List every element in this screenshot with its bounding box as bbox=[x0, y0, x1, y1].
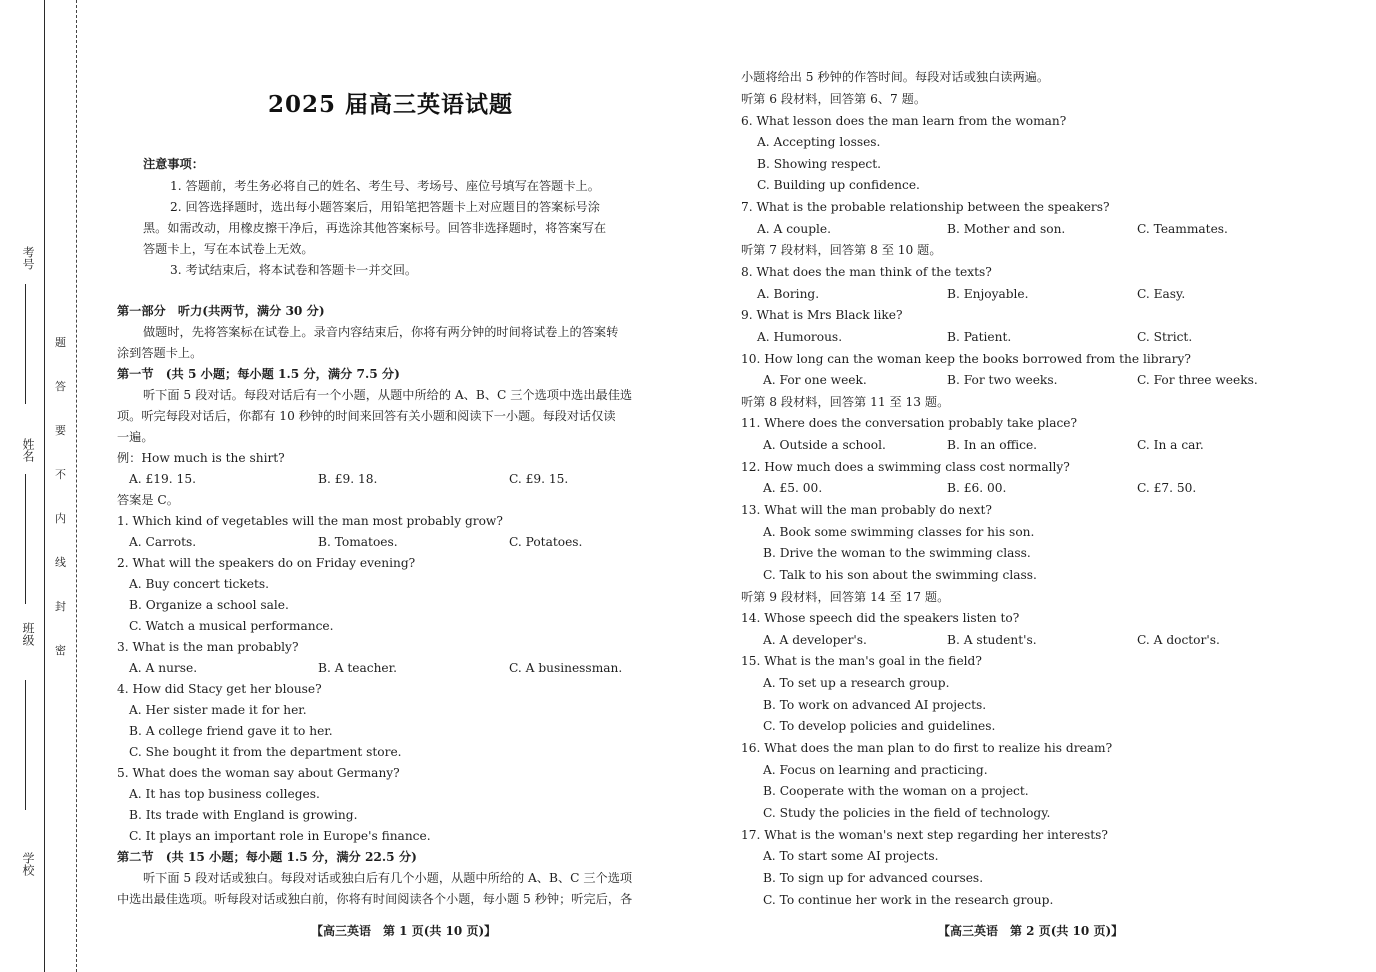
q11-option-b: B. In an office. bbox=[947, 438, 1038, 452]
q2-option-a: A. Buy concert tickets. bbox=[129, 577, 270, 591]
question-6: 6. What lesson does the man learn from the woman? bbox=[741, 114, 1067, 128]
q13-option-b: B. Drive the woman to the swimming class. bbox=[763, 546, 1031, 560]
material-7-heading: 听第 7 段材料，回答第 8 至 10 题。 bbox=[741, 243, 942, 257]
q5-option-a: A. It has top business colleges. bbox=[129, 787, 320, 801]
notice-line: 2. 回答选择题时，选出每小题答案后，用铅笔把答题卡上对应题目的答案标号涂 bbox=[170, 200, 600, 214]
notice-heading: 注意事项： bbox=[143, 157, 204, 171]
q16-option-c: C. Study the policies in the field of technology. bbox=[763, 806, 1051, 820]
page-title: 2025 届高三英语试题 bbox=[268, 91, 514, 118]
seal-char: 要 bbox=[55, 424, 66, 437]
q7-option-c: C. Teammates. bbox=[1137, 222, 1228, 236]
q6-option-a: A. Accepting losses. bbox=[757, 135, 881, 149]
q14-option-c: C. A doctor's. bbox=[1137, 633, 1220, 647]
part1-intro: 做题时，先将答案标在试卷上。录音内容结束后，你将有两分钟的时间将试卷上的答案转 bbox=[143, 325, 619, 339]
q6-option-b: B. Showing respect. bbox=[757, 157, 881, 171]
section2-intro: 听下面 5 段对话或独白。每段对话或独白后有几个小题，从题中所给的 A、B、C 三个选项 bbox=[143, 871, 633, 885]
question-10: 10. How long can the woman keep the books borrowed from the library? bbox=[741, 352, 1191, 366]
page1-footer: 【高三英语 第 1 页(共 10 页)】 bbox=[311, 924, 497, 938]
q8-option-b: B. Enjoyable. bbox=[947, 287, 1029, 301]
notice-line: 黑。如需改动，用橡皮擦干净后，再选涂其他答案标号。回答非选择题时，将答案写在 bbox=[143, 221, 607, 235]
q7-option-b: B. Mother and son. bbox=[947, 222, 1066, 236]
q15-option-c: C. To develop policies and guidelines. bbox=[763, 719, 996, 733]
q10-option-a: A. For one week. bbox=[763, 373, 867, 387]
q5-option-b: B. Its trade with England is growing. bbox=[129, 808, 358, 822]
seal-char: 内 bbox=[55, 512, 66, 525]
q8-option-c: C. Easy. bbox=[1137, 287, 1186, 301]
exam-number-label: 考号 bbox=[21, 246, 35, 270]
q12-option-b: B. £6. 00. bbox=[947, 481, 1007, 495]
q8-option-a: A. Boring. bbox=[757, 287, 820, 301]
seal-char: 线 bbox=[55, 556, 66, 569]
section2-heading: 第二节 (共 15 小题；每小题 1.5 分，满分 22.5 分) bbox=[117, 850, 417, 864]
q3-option-c: C. A businessman. bbox=[509, 661, 623, 675]
q2-option-c: C. Watch a musical performance. bbox=[129, 619, 334, 633]
q13-option-a: A. Book some swimming classes for his son. bbox=[763, 525, 1035, 539]
q4-option-b: B. A college friend gave it to her. bbox=[129, 724, 333, 738]
seal-char: 密 bbox=[55, 644, 66, 657]
question-1: 1. Which kind of vegetables will the man most probably grow? bbox=[117, 514, 503, 528]
class-field[interactable] bbox=[25, 680, 26, 810]
seal-char: 封 bbox=[55, 600, 66, 613]
q17-option-a: A. To start some AI projects. bbox=[763, 849, 939, 863]
question-17: 17. What is the woman's next step regarding her interests? bbox=[741, 828, 1108, 842]
q10-option-c: C. For three weeks. bbox=[1137, 373, 1258, 387]
seal-line bbox=[76, 0, 77, 972]
q1-option-a: A. Carrots. bbox=[129, 535, 197, 549]
example-option-a: A. £19. 15. bbox=[129, 472, 196, 486]
q3-option-a: A. A nurse. bbox=[129, 661, 198, 675]
q16-option-b: B. Cooperate with the woman on a project. bbox=[763, 784, 1029, 798]
q15-option-a: A. To set up a research group. bbox=[763, 676, 950, 690]
material-6-heading: 听第 6 段材料，回答第 6、7 题。 bbox=[741, 92, 927, 106]
exam-number-field[interactable] bbox=[25, 284, 26, 404]
example-question: 例：How much is the shirt? bbox=[117, 451, 285, 465]
example-option-c: C. £9. 15. bbox=[509, 472, 569, 486]
question-12: 12. How much does a swimming class cost normally? bbox=[741, 460, 1070, 474]
margin-border-line bbox=[44, 0, 45, 972]
question-16: 16. What does the man plan to do first to realize his dream? bbox=[741, 741, 1113, 755]
q4-option-c: C. She bought it from the department store. bbox=[129, 745, 402, 759]
q2-option-b: B. Organize a school sale. bbox=[129, 598, 289, 612]
part1-heading: 第一部分 听力(共两节，满分 30 分) bbox=[117, 304, 325, 318]
question-2: 2. What will the speakers do on Friday evening? bbox=[117, 556, 416, 570]
q1-option-c: C. Potatoes. bbox=[509, 535, 583, 549]
q9-option-b: B. Patient. bbox=[947, 330, 1012, 344]
question-5: 5. What does the woman say about Germany? bbox=[117, 766, 400, 780]
question-4: 4. How did Stacy get her blouse? bbox=[117, 682, 322, 696]
q11-option-c: C. In a car. bbox=[1137, 438, 1204, 452]
q14-option-b: B. A student's. bbox=[947, 633, 1037, 647]
section1-intro: 听下面 5 段对话。每段对话后有一个小题，从题中所给的 A、B、C 三个选项中选出最佳选 bbox=[143, 388, 633, 402]
question-13: 13. What will the man probably do next? bbox=[741, 503, 992, 517]
question-3: 3. What is the man probably? bbox=[117, 640, 299, 654]
question-9: 9. What is Mrs Black like? bbox=[741, 308, 903, 322]
section1-intro: 一遍。 bbox=[117, 430, 154, 444]
q16-option-a: A. Focus on learning and practicing. bbox=[763, 763, 988, 777]
q6-option-c: C. Building up confidence. bbox=[757, 178, 920, 192]
section2-intro-cont: 小题将给出 5 秒钟的作答时间。每段对话或独白读两遍。 bbox=[741, 70, 1050, 84]
q14-option-a: A. A developer's. bbox=[763, 633, 867, 647]
q3-option-b: B. A teacher. bbox=[318, 661, 398, 675]
notice-line: 答题卡上，写在本试卷上无效。 bbox=[143, 242, 314, 256]
question-11: 11. Where does the conversation probably take place? bbox=[741, 416, 1078, 430]
seal-char: 题 bbox=[55, 336, 66, 349]
q5-option-c: C. It plays an important role in Europe's finance. bbox=[129, 829, 431, 843]
q12-option-c: C. £7. 50. bbox=[1137, 481, 1197, 495]
q9-option-a: A. Humorous. bbox=[757, 330, 843, 344]
question-7: 7. What is the probable relationship between the speakers? bbox=[741, 200, 1110, 214]
material-9-heading: 听第 9 段材料，回答第 14 至 17 题。 bbox=[741, 590, 950, 604]
example-answer: 答案是 C。 bbox=[117, 493, 179, 507]
q13-option-c: C. Talk to his son about the swimming class. bbox=[763, 568, 1037, 582]
q15-option-b: B. To work on advanced AI projects. bbox=[763, 698, 987, 712]
class-label: 班级 bbox=[21, 622, 35, 646]
q4-option-a: A. Her sister made it for her. bbox=[129, 703, 307, 717]
name-label: 姓名 bbox=[21, 438, 35, 462]
q1-option-b: B. Tomatoes. bbox=[318, 535, 398, 549]
q9-option-c: C. Strict. bbox=[1137, 330, 1193, 344]
part1-intro: 涂到答题卡上。 bbox=[117, 346, 203, 360]
q17-option-c: C. To continue her work in the research group. bbox=[763, 893, 1054, 907]
page2-footer: 【高三英语 第 2 页(共 10 页)】 bbox=[938, 924, 1124, 938]
notice-line: 3. 考试结束后，将本试卷和答题卡一并交回。 bbox=[170, 263, 418, 277]
question-8: 8. What does the man think of the texts? bbox=[741, 265, 992, 279]
q10-option-b: B. For two weeks. bbox=[947, 373, 1058, 387]
school-label: 学校 bbox=[21, 852, 35, 876]
seal-char: 答 bbox=[55, 380, 66, 393]
name-field[interactable] bbox=[25, 474, 26, 604]
notice-line: 1. 答题前，考生务必将自己的姓名、考生号、考场号、座位号填写在答题卡上。 bbox=[170, 179, 600, 193]
q11-option-a: A. Outside a school. bbox=[763, 438, 886, 452]
seal-char: 不 bbox=[55, 468, 66, 481]
q7-option-a: A. A couple. bbox=[757, 222, 832, 236]
q17-option-b: B. To sign up for advanced courses. bbox=[763, 871, 984, 885]
section1-heading: 第一节 (共 5 小题；每小题 1.5 分，满分 7.5 分) bbox=[117, 367, 400, 381]
q12-option-a: A. £5. 00. bbox=[763, 481, 823, 495]
section1-intro: 项。听完每段对话后，你都有 10 秒钟的时间来回答有关小题和阅读下一小题。每段对话仅读 bbox=[117, 409, 616, 423]
material-8-heading: 听第 8 段材料，回答第 11 至 13 题。 bbox=[741, 395, 950, 409]
section2-intro: 中选出最佳选项。听每段对话或独白前，你将有时间阅读各个小题，每小题 5 秒钟；听完后，各 bbox=[117, 892, 633, 906]
question-14: 14. Whose speech did the speakers listen to? bbox=[741, 611, 1020, 625]
question-15: 15. What is the man's goal in the field? bbox=[741, 654, 982, 668]
example-option-b: B. £9. 18. bbox=[318, 472, 378, 486]
